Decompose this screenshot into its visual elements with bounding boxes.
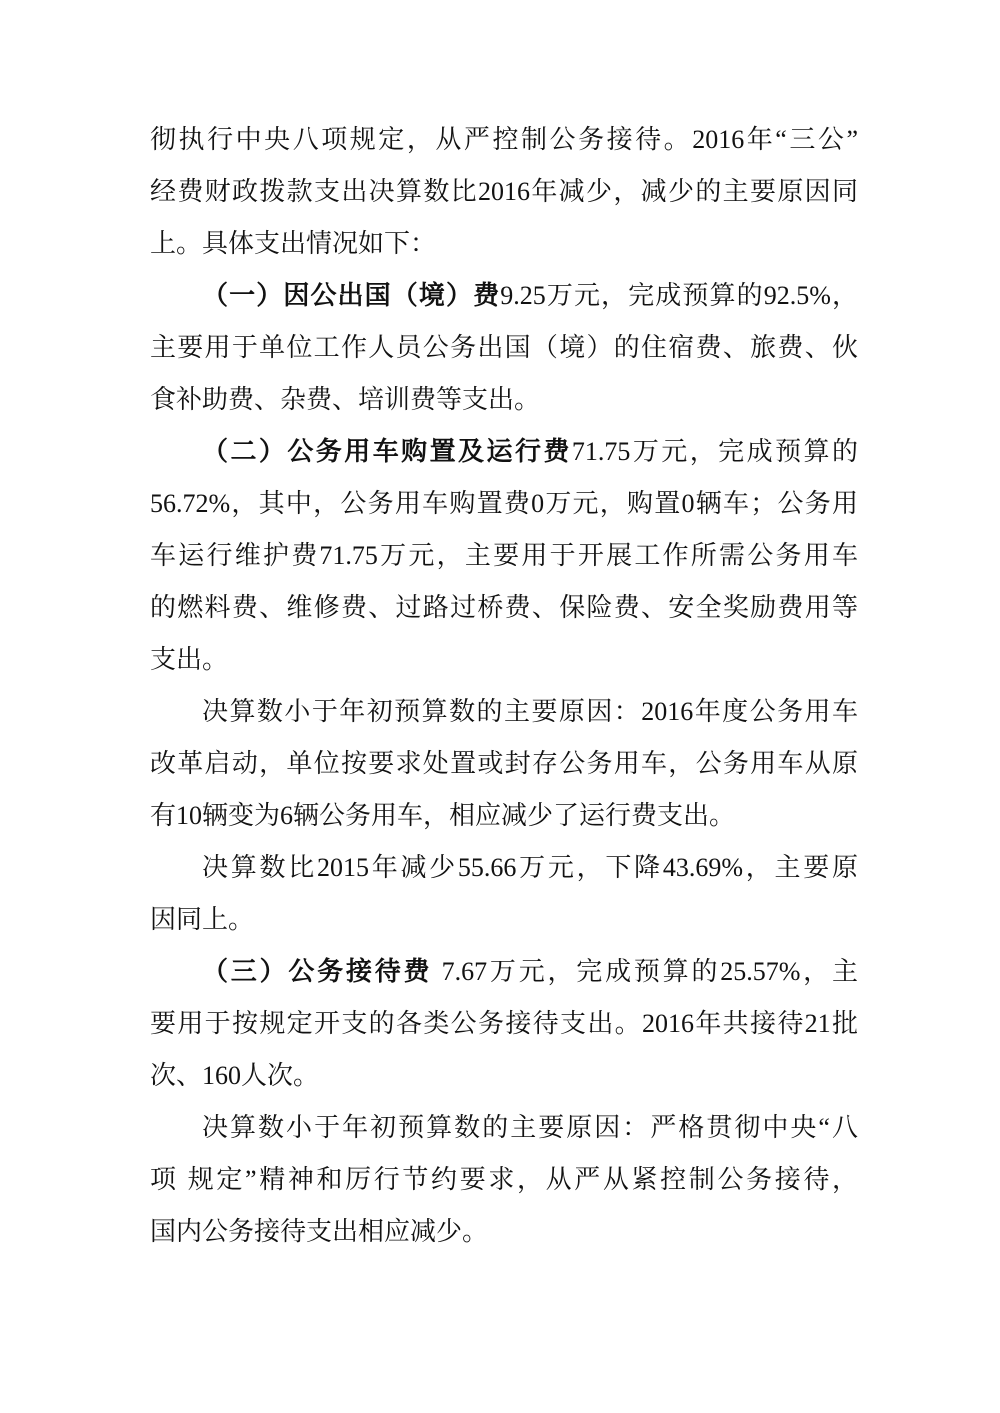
section-1-heading: （一）因公出国（境）费: [202, 281, 501, 310]
line-text: 车运行维护费71.75万元，主要用于开展工作所需公务用车: [150, 541, 858, 570]
document-body: [150, 114, 858, 1258]
line-text: 主要用于单位工作人员公务出国（境）的住宿费、旅费、伙: [150, 333, 858, 362]
line-text: 决算数比2015年减少55.66万元，下降43.69%，主要原: [202, 853, 858, 882]
line-text: 次、160人次。: [150, 1061, 320, 1090]
text-line: [150, 1206, 858, 1258]
text-line: [150, 634, 858, 686]
line-text: 国内公务接待支出相应减少。: [150, 1217, 489, 1246]
line-text: 决算数小于年初预算数的主要原因：严格贯彻中央“八: [202, 1113, 858, 1142]
text-line: [150, 738, 858, 790]
text-line: [150, 582, 858, 634]
text-line: [150, 842, 858, 894]
text-line: [150, 894, 858, 946]
text-line: [150, 166, 858, 218]
text-line: [150, 1102, 858, 1154]
line-text: 的燃料费、维修费、过路过桥费、保险费、安全奖励费用等: [150, 593, 858, 622]
text-line: [150, 530, 858, 582]
text-line: [150, 946, 858, 998]
line-text: 决算数小于年初预算数的主要原因：2016年度公务用车: [202, 697, 858, 726]
line-text: 7.67万元，完成预算的25.57%，主: [432, 957, 858, 986]
line-text: 56.72%，其中，公务用车购置费0万元，购置0辆车；公务用: [150, 489, 858, 518]
line-text: 要用于按规定开支的各类公务接待支出。2016年共接待21批: [150, 1009, 858, 1038]
text-line: [150, 426, 858, 478]
text-line: [150, 790, 858, 842]
text-line: [150, 218, 858, 270]
text-line: [150, 114, 858, 166]
line-text: 9.25万元，完成预算的92.5%，: [500, 281, 858, 310]
section-3-heading: （三）公务接待费: [202, 957, 433, 986]
line-text: 改革启动，单位按要求处置或封存公务用车，公务用车从原: [150, 749, 858, 778]
text-line: [150, 1050, 858, 1102]
line-text: 支出。: [150, 645, 229, 674]
text-line: [150, 374, 858, 426]
line-text: 71.75万元，完成预算的: [571, 437, 858, 466]
section-2-heading: （二）公务用车购置及运行费: [202, 437, 572, 466]
text-line: [150, 270, 858, 322]
text-line: [150, 322, 858, 374]
text-line: [150, 1154, 858, 1206]
line-text: 食补助费、杂费、培训费等支出。: [150, 385, 541, 414]
line-text: 项 规定”精神和厉行节约要求，从严从紧控制公务接待，: [150, 1165, 858, 1194]
text-line: [150, 686, 858, 738]
line-text: 有10辆变为6辆公务用车，相应减少了运行费支出。: [150, 801, 736, 830]
line-text: 因同上。: [150, 905, 255, 934]
text-line: [150, 478, 858, 530]
line-text: 彻执行中央八项规定，从严控制公务接待。2016年“三公”: [150, 125, 858, 154]
line-text: 上。具体支出情况如下：: [150, 229, 437, 258]
text-line: [150, 998, 858, 1050]
line-text: 经费财政拨款支出决算数比2016年减少，减少的主要原因同: [150, 177, 858, 206]
